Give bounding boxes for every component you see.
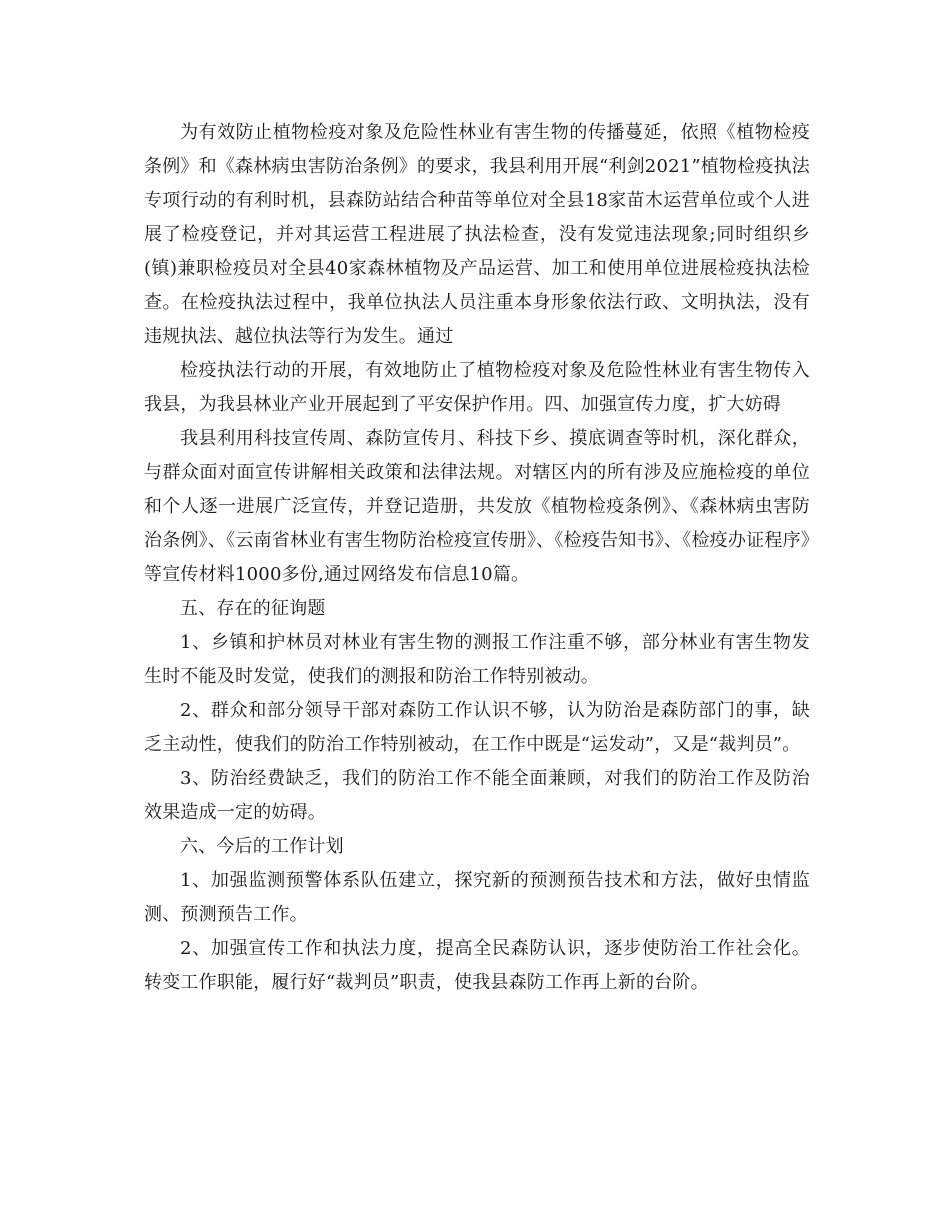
paragraph-problem-3: 3、防治经费缺乏，我们的防治工作不能全面兼顾，对我们的防治工作及防治效果造成一定的妨碍。 <box>144 768 810 823</box>
paragraph-problem-2: 2、群众和部分领导干部对森防工作认识不够，认为防治是森防部门的事，缺乏主动性，使我们的防治工作特别被动，在工作中既是“运发动”，又是“裁判员”。 <box>144 700 810 755</box>
paragraph-publicity: 我县利用科技宣传周、森防宣传月、科技下乡、摸底调查等时机，深化群众，与群众面对面宣传讲解相关政策和法律法规。对辖区内的所有涉及应施检疫的单位和个人逐一进展广泛宣传，并登记造册，共发放《植物检疫条例》、《森林病虫害防治条例》、《云南省林业有害生物防治检疫宣传册》、《检疫告知书》、《检疫办证程序》等宣传材料1000多份,通过网络发布信息10篇。 <box>144 428 810 585</box>
paragraph-plan-2: 2、加强宣传工作和执法力度，提高全民森防认识，逐步使防治工作社会化。转变工作职能，履行好“裁判员”职责，使我县森防工作再上新的台阶。 <box>144 938 810 993</box>
paragraph-problem-1: 1、乡镇和护林员对林业有害生物的测报工作注重不够，部分林业有害生物发生时不能及时发觉，使我们的测报和防治工作特别被动。 <box>144 632 810 687</box>
paragraph-plan-1: 1、加强监测预警体系队伍建立，探究新的预测预告技术和方法，做好虫情监测、预测预告工作。 <box>144 870 810 925</box>
document-body <box>144 116 810 1000</box>
section-heading-problems: 五、存在的征询题 <box>180 598 326 619</box>
paragraph-enforcement-result: 检疫执法行动的开展，有效地防止了植物检疫对象及危险性林业有害生物传入我县，为我县林业产业开展起到了平安保护作用。四、加强宣传力度，扩大妨碍 <box>144 360 810 415</box>
section-heading-future-plan: 六、今后的工作计划 <box>180 836 344 857</box>
paragraph-quarantine-enforcement: 为有效防止植物检疫对象及危险性林业有害生物的传播蔓延，依照《植物检疫条例》和《森林病虫害防治条例》的要求，我县利用开展“利剑2021”植物检疫执法专项行动的有利时机，县森防站结合种苗等单位对全县18家苗木运营单位或个人进展了检疫登记，并对其运营工程进展了执法检查，没有发觉违法现象;同时组织乡(镇)兼职检疫员对全县40家森林植物及产品运营、加工和使用单位进展检疫执法检查。在检疫执法过程中，我单位执法人员注重本身形象依法行政、文明执法，没有违规执法、越位执法等行为发生。通过 <box>144 122 811 347</box>
